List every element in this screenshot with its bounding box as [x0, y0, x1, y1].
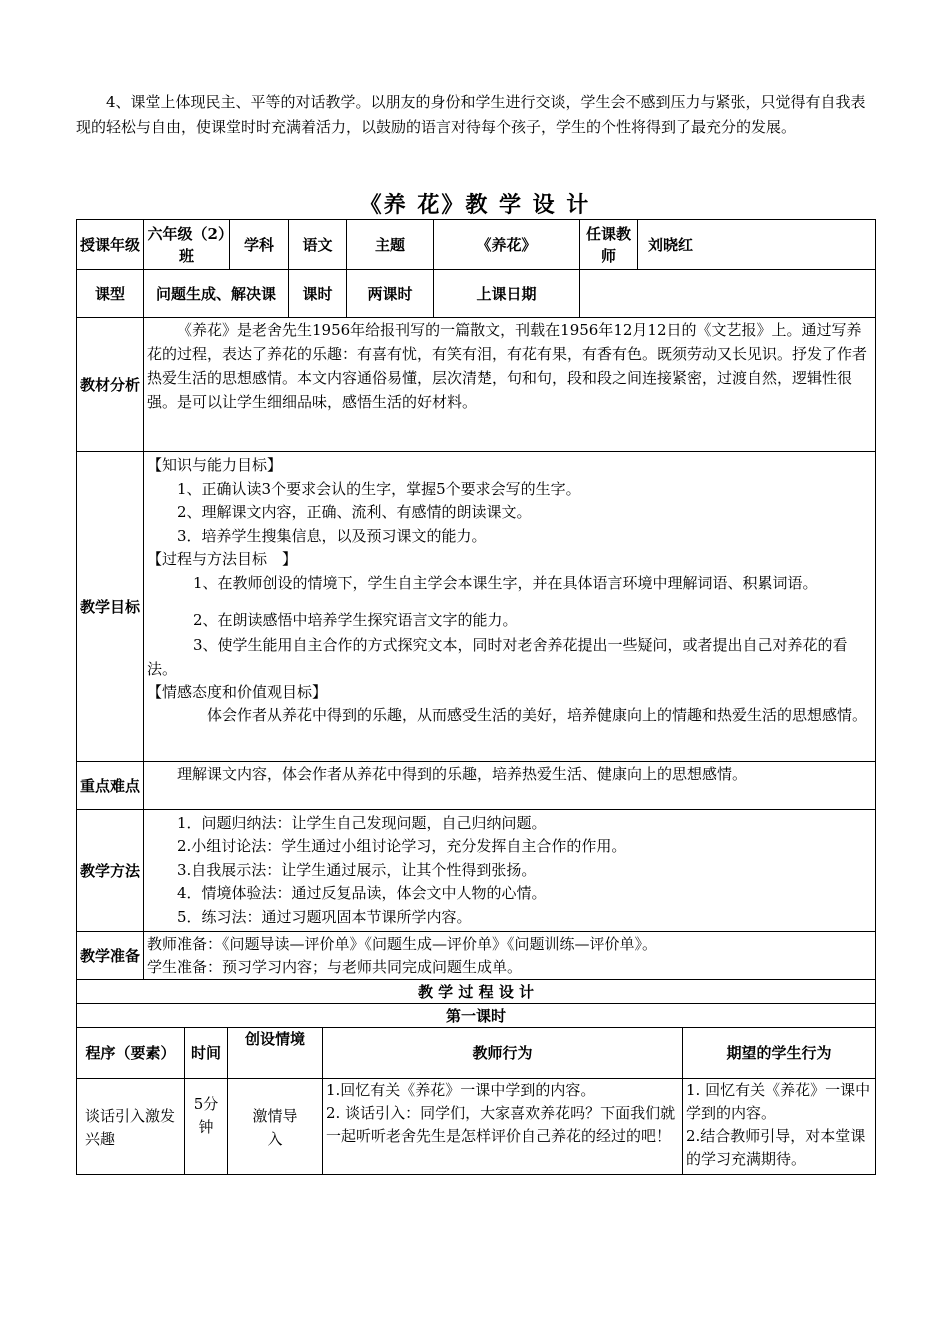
prep-student: 学生准备：预习学习内容；与老师共同完成问题生成单。 — [147, 957, 523, 976]
process-goal-1: 1、在教师创设的情境下，学生自主学会本课生字，并在具体语言环境中理解词语、积累词语。 — [193, 573, 818, 592]
method-1: 1．问题归纳法：让学生自己发现问题，自己归纳问题。 — [177, 813, 547, 832]
hours-value: 两课时 — [347, 270, 434, 318]
knowledge-goal-3: 3．培养学生搜集信息，以及预习课文的能力。 — [177, 526, 487, 545]
row1-step: 谈话引入激发兴趣 — [77, 1079, 185, 1175]
date-label: 上课日期 — [434, 270, 580, 318]
knowledge-goal-1: 1、正确认读3个要求会认的生字，掌握5个要求会写的生字。 — [177, 479, 581, 498]
analysis-text: 《养花》是老舍先生1956年给报刊写的一篇散文，刊载在1956年12月12日的《文艺报》上。通过写养花的过程，表达了养花的乐趣：有喜有忧，有笑有泪，有花有果，有香有色。既须劳动又长见识。抒发了作者热爱生活的思想感情。本文内容通俗易懂，层次清楚，句和句，段和段之间连接紧密，过渡自然，逻辑性很强。是可以让学生细细品味，感悟生活的好材料。 — [144, 318, 876, 452]
row1-teacher — [323, 1079, 683, 1175]
process-title: 教 学 过 程 设 计 — [77, 980, 876, 1004]
row1-scene: 激情导入 — [228, 1079, 323, 1175]
type-value: 问题生成、解决课 — [144, 270, 289, 318]
process-grid — [76, 1027, 876, 1175]
prep-cell — [144, 932, 876, 980]
grade-value: 六年级（2）班 — [144, 220, 230, 270]
prep-teacher: 教师准备：《问题导读—评价单》《问题生成—评价单》《问题训练—评价单》。 — [147, 934, 658, 953]
analysis-label: 教材分析 — [77, 318, 144, 452]
col-time: 时间 — [185, 1028, 228, 1079]
methods-label: 教学方法 — [77, 810, 144, 932]
prep-label: 教学准备 — [77, 932, 144, 980]
grade-label: 授课年级 — [77, 220, 144, 270]
topic-label: 主题 — [347, 220, 434, 270]
process-goal-3: 3、使学生能用自主合作的方式探究文本，同时对老舍养花提出一些疑问，或者提出自己对养花的看法。 — [147, 635, 848, 678]
col-scene: 创设情境 — [228, 1028, 323, 1079]
date-value — [580, 270, 876, 318]
emotion-goal-title: 【情感态度和价值观目标】 — [147, 682, 328, 701]
topic-value: 《养花》 — [434, 220, 580, 270]
subject-value: 语文 — [289, 220, 347, 270]
focus-text: 理解课文内容，体会作者从养花中得到的乐趣，培养热爱生活、健康向上的思想感情。 — [144, 762, 876, 810]
teacher-label: 任课教师 — [580, 220, 638, 270]
row1-student-1: 1. 回忆有关《养花》一课中学到的内容。 — [686, 1081, 871, 1122]
teacher-value: 刘晓红 — [638, 220, 876, 270]
col-student: 期望的学生行为 — [683, 1028, 876, 1079]
method-3: 3.自我展示法：让学生通过展示，让其个性得到张扬。 — [177, 860, 537, 879]
method-4: 4．情境体验法：通过反复品读，体会文中人物的心情。 — [177, 884, 547, 903]
row1-time: 5分钟 — [185, 1079, 228, 1175]
method-2: 2.小组讨论法：学生通过小组讨论学习，充分发挥自主合作的作用。 — [177, 837, 627, 856]
page-title: 《养 花》教 学 设 计 — [359, 192, 591, 218]
lesson-title: 第一课时 — [77, 1004, 876, 1028]
method-5: 5．练习法：通过习题巩固本节课所学内容。 — [177, 907, 472, 926]
process-goal-2: 2、在朗读感悟中培养学生探究语言文字的能力。 — [193, 611, 518, 629]
row1-student — [683, 1079, 876, 1175]
knowledge-goal-title: 【知识与能力目标】 — [147, 456, 283, 474]
row1-teacher-1: 1.回忆有关《养花》一课中学到的内容。 — [326, 1081, 596, 1099]
goals-cell — [144, 452, 876, 762]
focus-label: 重点难点 — [77, 762, 144, 810]
process-goal-title: 【过程与方法目标 】 — [147, 550, 298, 568]
design-table — [76, 219, 876, 980]
methods-cell — [144, 810, 876, 932]
hours-label: 课时 — [289, 270, 347, 318]
row1-student-2: 2.结合教师引导，对本堂课的学习充满期待。 — [686, 1127, 866, 1168]
knowledge-goal-2: 2、理解课文内容，正确、流利、有感情的朗读课文。 — [177, 503, 532, 521]
col-teacher: 教师行为 — [323, 1028, 683, 1079]
subject-label: 学科 — [230, 220, 289, 270]
goals-label: 教学目标 — [77, 452, 144, 762]
process-table — [76, 979, 876, 1028]
row1-teacher-2: 2. 谈话引入：同学们，大家喜欢养花吗？下面我们就一起听听老舍先生是怎样评价自己养花的经过的吧！ — [326, 1104, 676, 1145]
type-label: 课型 — [77, 270, 144, 318]
col-step: 程序（要素） — [77, 1028, 185, 1079]
emotion-goal-1: 体会作者从养花中得到的乐趣，从而感受生活的美好，培养健康向上的情趣和热爱生活的思想感情。 — [207, 706, 868, 724]
intro-paragraph: 4、课堂上体现民主、平等的对话教学。以朋友的身份和学生进行交谈，学生会不感到压力与紧张，只觉得有自我表现的轻松与自由，使课堂时时充满着活力，以鼓励的语言对待每个孩子，学生的个性将得到了最充分的发展。 — [76, 93, 866, 136]
